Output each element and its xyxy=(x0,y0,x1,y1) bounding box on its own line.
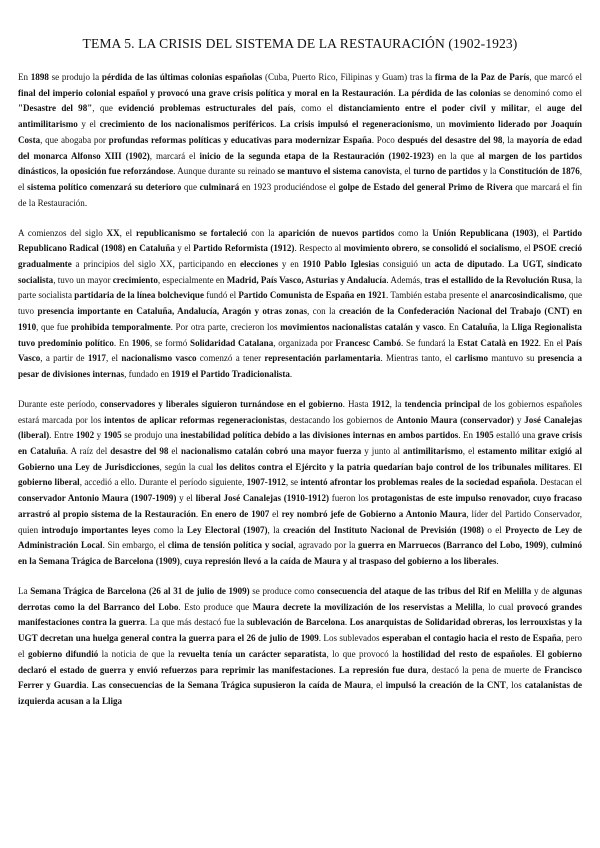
bold-text-run: crecimiento xyxy=(112,274,158,285)
text-run: , el xyxy=(399,166,414,177)
text-run: como la xyxy=(150,524,187,535)
bold-text-run: movimiento liderado por Joaquín Costa xyxy=(18,119,582,145)
text-run: y en xyxy=(278,259,303,270)
text-run: fundó el xyxy=(203,290,239,301)
bold-text-run: La crisis impulsó el regeneracionismo xyxy=(279,119,431,130)
bold-text-run: 1905 xyxy=(103,430,122,441)
text-run: . xyxy=(496,555,499,566)
bold-text-run: protagonistas de este impulso renovador, cuyo fracaso arrastró al propio sistema de la Restauración xyxy=(18,493,582,519)
bold-text-run: esperaban el contagio hacia el resto de España xyxy=(381,633,562,644)
bold-text-run: culminó en la Semana Trágica de Barcelona (1909) xyxy=(18,540,583,566)
text-run: , xyxy=(179,555,185,566)
bold-text-run: nacionalismo vasco xyxy=(121,353,197,364)
paragraph-3 xyxy=(18,397,582,570)
text-run: de los gobiernos españoles estará marcada por los xyxy=(18,398,582,425)
text-run: con la xyxy=(247,227,279,238)
bold-text-run: profundas reformas políticas y educativas para modernizar España xyxy=(108,134,372,145)
text-run: . Destacan el xyxy=(535,477,582,488)
text-run: fueron los xyxy=(329,493,372,504)
bold-text-run: sublevación de Barcelona xyxy=(246,617,345,628)
bold-text-run: revuelta tenía un carácter separatista xyxy=(177,648,327,659)
bold-text-run: la oposición fue reforzándose xyxy=(60,166,174,177)
text-run: (Cuba, Puerto Rico, Filipinas y Guam) tras la xyxy=(262,72,435,82)
text-run: . En el xyxy=(538,337,566,348)
bold-text-run: tendencia principal xyxy=(404,398,480,409)
text-run: , el xyxy=(18,166,582,192)
text-run: , la xyxy=(502,134,517,145)
bold-text-run: partidaria de la línea bolchevique xyxy=(74,290,204,301)
text-run: . Hasta xyxy=(342,398,372,409)
bold-text-run: elecciones xyxy=(239,259,279,270)
bold-text-run: prohibida temporalmente xyxy=(71,321,171,332)
bold-text-run: consecuencia del ataque de las tribus del Rif en Melilla xyxy=(317,585,532,596)
text-run: y el xyxy=(174,243,194,254)
text-run: En xyxy=(18,72,31,82)
bold-text-run: distanciamiento entre el poder civil y militar xyxy=(338,103,528,114)
text-run: , se xyxy=(285,477,301,488)
text-run: , que xyxy=(92,103,119,114)
bold-text-run: carlismo xyxy=(454,353,489,364)
text-run: , con la xyxy=(306,306,339,317)
bold-text-run: intentó afrontar los problemas reales de la sociedad española xyxy=(300,477,536,488)
text-run: , el xyxy=(527,103,548,114)
bold-text-run: Las consecuencias de la Semana Trágica supusieron la caída de Maura xyxy=(91,680,371,691)
bold-text-run: los delitos contra el Ejército y la patria quedarían bajo control de los tribunales militares xyxy=(216,461,569,472)
text-run: mantuvo su xyxy=(488,353,538,364)
bold-text-run: 1912 xyxy=(371,398,390,409)
text-run: consiguió un xyxy=(378,259,435,270)
text-run: . xyxy=(333,664,339,675)
text-run: el xyxy=(168,446,181,457)
text-run: y la xyxy=(480,166,499,177)
text-run: . xyxy=(530,648,536,659)
text-run: . Los sublevados xyxy=(318,633,382,644)
bold-text-run: Francesc Cambó xyxy=(335,337,401,348)
text-run: , que fue xyxy=(36,321,72,332)
bold-text-run: desastre del 98 xyxy=(110,446,169,457)
bold-text-run: inestabilidad política debido a las divisiones internas en ambos partidos xyxy=(180,430,459,441)
text-run: , según la cual xyxy=(159,461,217,472)
text-run: , el xyxy=(119,227,136,238)
bold-text-run: algunas derrotas como la del Barranco del Lobo xyxy=(18,585,582,612)
text-run: y xyxy=(513,414,525,425)
bold-text-run: sistema político comenzará su deterioro xyxy=(27,181,182,192)
bold-text-run: guerra en Marruecos (Barranco del Lobo, 1909) xyxy=(358,540,546,551)
bold-text-run: al margen de los partidos dinásticos xyxy=(18,150,582,177)
text-run: . Sin embargo, el xyxy=(102,540,168,551)
bold-text-run: antimilitarismo xyxy=(402,446,463,457)
text-run: , organizada por xyxy=(273,337,336,348)
text-run: , lo cual xyxy=(482,601,517,612)
text-run: . xyxy=(274,119,280,130)
text-run: que marcará el fin de la Restauración. xyxy=(18,181,582,208)
bold-text-run: rey nombró jefe de Gobierno a Antonio Maura xyxy=(281,508,467,519)
bold-text-run: La UGT, sindicato socialista xyxy=(18,259,582,285)
bold-text-run: El gobierno declaró el estado de guerra y envió refuerzos para reprimir las manifestaciones xyxy=(18,648,582,675)
bold-text-run: Madrid, País Vasco, Asturias y Andalucía xyxy=(226,274,387,285)
bold-text-run: Constitución de 1876 xyxy=(498,166,580,177)
bold-text-run: Solidaridad Catalana xyxy=(190,337,274,348)
bold-text-run: 1905 xyxy=(475,430,494,441)
bold-text-run: La pérdida de las colonias xyxy=(398,87,501,98)
text-run: , que marcó el xyxy=(529,72,582,82)
bold-text-run: impulsó la creación de la CNT xyxy=(385,680,506,691)
bold-text-run: clima de tensión política y social xyxy=(167,540,294,551)
bold-text-run: hostilidad del resto de españoles xyxy=(402,648,531,659)
text-run: . También estaba presente el xyxy=(385,290,491,301)
text-run: se produce como xyxy=(249,585,317,596)
text-run: y xyxy=(94,430,104,441)
bold-text-run: evidenció problemas estructurales del país xyxy=(118,103,294,114)
bold-text-run: crecimiento de los nacionalismos periféricos xyxy=(99,119,275,130)
text-run: . xyxy=(86,680,92,691)
bold-text-run: 1902 xyxy=(76,430,95,441)
bold-text-run: Proyecto de Ley de Administración Local xyxy=(18,524,582,551)
bold-text-run: Unión Republicana (1903) xyxy=(432,227,537,238)
text-run: y junto al xyxy=(361,446,403,457)
text-run: , la xyxy=(267,524,284,535)
bold-text-run: 1898 xyxy=(30,72,49,82)
text-run: . xyxy=(501,259,508,270)
bold-text-run: Partido Republicano Radical (1908) en Cataluña xyxy=(18,227,582,254)
bold-text-run: Lliga Regionalista tuvo predominio político xyxy=(18,321,582,348)
bold-text-run: movimientos nacionalistas catalán y vasco xyxy=(280,321,444,332)
bold-text-run: José Canalejas (liberal) xyxy=(18,414,582,441)
bold-text-run: firma de la Paz de París xyxy=(434,72,530,82)
bold-text-run: Los anarquistas de Solidaridad obreras, los lerrouxistas y la UGT decretan una huelga general contra la guerra para el 26 de julio de 1909 xyxy=(18,617,582,644)
text-run: , el xyxy=(536,227,553,238)
bold-text-run: creación del Instituto Nacional de Previsión (1908) xyxy=(283,524,484,535)
bold-text-run: después del desastre del 98 xyxy=(397,134,503,145)
text-run: . xyxy=(344,617,350,628)
bold-text-run: En enero de 1907 xyxy=(201,508,270,519)
bold-text-run: gobierno difundió xyxy=(27,648,99,659)
bold-text-run: "Desastre del 98" xyxy=(18,103,93,114)
text-run: comenzó a tener xyxy=(196,353,265,364)
bold-text-run: Partido Reformista (1912) xyxy=(193,243,295,254)
text-run: , fundado en xyxy=(124,368,172,379)
bold-text-run: conservadores y liberales siguieron turnándose en el gobierno xyxy=(100,398,343,409)
text-run: estalló una xyxy=(493,430,538,441)
text-run: , los xyxy=(505,680,525,691)
bold-text-run: anarcosindicalismo xyxy=(490,290,565,301)
bold-text-run: golpe de Estado del general Primo de Rivera xyxy=(338,181,513,192)
bold-text-run: XX xyxy=(106,227,120,238)
bold-text-run: presencia a pesar de divisiones internas xyxy=(18,353,582,379)
text-run: , la xyxy=(389,398,405,409)
text-run: . Esto produce que xyxy=(178,601,253,612)
text-run: , destacó la pena de muerte de xyxy=(426,664,545,675)
text-run: . Por otra parte, crecieron los xyxy=(170,321,281,332)
text-run: . xyxy=(195,508,202,519)
paragraph-2 xyxy=(18,226,582,383)
text-run: , agravado por la xyxy=(293,540,359,551)
text-run: , la xyxy=(497,321,512,332)
bold-text-run: aparición de nuevos partidos xyxy=(278,227,395,238)
bold-text-run: cuya represión llevó a la caída de Maura y al traspaso del gobierno a los liberales xyxy=(184,555,497,566)
text-run: o el xyxy=(483,524,506,535)
text-run: que xyxy=(181,181,200,192)
bold-text-run: Antonio Maura (conservador) xyxy=(396,414,514,425)
text-run: . Entre xyxy=(49,430,76,441)
bold-text-run: republicanismo se fortaleció xyxy=(135,227,248,238)
text-run: La xyxy=(18,585,31,596)
bold-text-run: estamento militar exigió al Gobierno una Ley de Jurisdicciones xyxy=(18,446,582,472)
bold-text-run: mayoría de edad del monarca Alfonso XIII (1902) xyxy=(18,134,582,161)
text-run: , un xyxy=(430,119,449,130)
text-run: . Mientras tanto, el xyxy=(380,353,455,364)
text-run: , marcará el xyxy=(149,150,200,161)
text-run: . Se fundará la xyxy=(401,337,458,348)
bold-text-run: Semana Trágica de Barcelona (26 al 31 de julio de 1909) xyxy=(30,585,250,596)
text-run: en la que xyxy=(433,150,478,161)
bold-text-run: se consolidó el socialismo xyxy=(422,243,520,254)
bold-text-run: final del imperio colonial español y provocó una grave crisis política y moral en la Restauración xyxy=(18,87,394,98)
bold-text-run: auge del antimilitarismo xyxy=(18,103,583,130)
text-run: . La que más destacó fue la xyxy=(144,617,247,628)
text-run: . Aunque durante su reinado xyxy=(173,166,278,177)
bold-text-run: 1906 xyxy=(131,337,150,348)
text-run: , el xyxy=(370,680,386,691)
text-run: se produjo una xyxy=(121,430,181,441)
document-title: TEMA 5. LA CRISIS DEL SISTEMA DE LA RESTAURACIÓN (1902-1923) xyxy=(82,36,518,51)
bold-text-run: pérdida de las últimas colonias españolas xyxy=(101,72,263,82)
text-run: y el xyxy=(176,493,196,504)
text-run: . En xyxy=(458,430,476,441)
bold-text-run: Ley Electoral (1907) xyxy=(186,524,268,535)
text-run: el xyxy=(269,508,282,519)
bold-text-run: acta de diputado xyxy=(434,259,502,270)
bold-text-run: PSOE creció gradualmente xyxy=(18,243,582,270)
text-run: , xyxy=(417,243,423,254)
bold-text-run: 1907-1912 xyxy=(246,477,286,488)
text-run: la noticia de que la xyxy=(98,648,178,659)
text-run: . xyxy=(568,461,574,472)
text-run: . A raíz del xyxy=(65,446,111,457)
text-run: , xyxy=(545,540,551,551)
paragraph-1 xyxy=(18,70,582,211)
text-run: , se formó xyxy=(149,337,191,348)
text-run: , a partir de xyxy=(40,353,88,364)
text-run: , xyxy=(56,166,61,177)
text-run: A comienzos del siglo xyxy=(18,227,107,238)
text-run: Durante este período, xyxy=(18,398,101,409)
bold-text-run: provocó grandes manifestaciones contra la guerra xyxy=(18,601,583,628)
bold-text-run: catalanistas de izquierda acusan a la Lliga xyxy=(18,680,582,706)
text-run: . En xyxy=(113,337,132,348)
text-run: a principios del siglo XX, participando en xyxy=(71,259,240,270)
bold-text-run: 1919 el Partido Tradicionalista xyxy=(171,368,290,379)
text-run: y de xyxy=(531,585,553,596)
bold-text-run: culminará xyxy=(199,181,240,192)
text-run: , que abogaba por xyxy=(40,134,109,145)
bold-text-run: turno de partidos xyxy=(413,166,481,177)
text-run: , pero el xyxy=(18,633,582,659)
text-run: . xyxy=(393,87,399,98)
text-run: , el xyxy=(519,243,534,254)
text-run: como la xyxy=(394,227,433,238)
text-run: , el xyxy=(462,446,478,457)
text-run: , especialmente en xyxy=(157,274,227,285)
text-run: . xyxy=(289,368,293,379)
bold-text-run: Partido Comunista de España en 1921 xyxy=(238,290,386,301)
bold-text-run: conservador Antonio Maura (1907-1909) xyxy=(18,493,177,504)
text-run: en 1923 produciéndose el xyxy=(239,181,339,192)
bold-text-run: 1910 Pablo Iglesias xyxy=(302,259,379,270)
text-run: , la parte socialista xyxy=(18,274,582,301)
text-run: , líder del Partido Conservador, quien xyxy=(18,508,583,535)
text-run: , destacando los gobiernos de xyxy=(284,414,397,425)
bold-text-run: inicio de la segunda etapa de la Restauración (1902-1923) xyxy=(199,150,434,161)
bold-text-run: representación parlamentaria xyxy=(264,353,381,364)
text-run: se produjo la xyxy=(48,72,102,82)
bold-text-run: se mantuvo el sistema canovista xyxy=(277,166,400,177)
text-run: . Respecto al xyxy=(294,243,344,254)
bold-text-run: 1917 xyxy=(87,353,106,364)
document-page xyxy=(18,36,582,724)
bold-text-run: Maura decrete la movilización de los reservistas a Melilla xyxy=(252,601,483,612)
text-run: . Además, xyxy=(386,274,425,285)
text-run: . En xyxy=(443,321,462,332)
bold-text-run: tras el estallido de la Revolución Rusa xyxy=(424,274,571,285)
text-run: . Poco xyxy=(371,134,398,145)
bold-text-run: liberal José Canalejas (1910-1912) xyxy=(195,493,330,504)
bold-text-run: Cataluña xyxy=(461,321,498,332)
bold-text-run: El gobierno liberal xyxy=(18,461,582,488)
bold-text-run: nacionalismo catalán cobró una mayor fuerza xyxy=(180,446,362,457)
text-run: , accedió a ello. Durante el período siguiente, xyxy=(79,477,247,488)
bold-text-run: intentos de aplicar reformas regeneracionistas xyxy=(104,414,285,425)
text-run: , el xyxy=(105,353,122,364)
bold-text-run: creación de la Confederación Nacional del Trabajo (CNT) en 1910 xyxy=(18,306,582,332)
bold-text-run: introdujo importantes leyes xyxy=(41,524,151,535)
bold-text-run: Estat Català en 1922 xyxy=(457,337,539,348)
text-run: y el xyxy=(77,119,100,130)
bold-text-run: presencia importante en Cataluña, Andalucía, Aragón y otras zonas xyxy=(37,306,307,317)
bold-text-run: movimiento obrero xyxy=(343,243,418,254)
bold-text-run: País Vasco xyxy=(18,337,582,364)
text-run: , que tuvo xyxy=(18,290,582,317)
text-run: se denominó como el xyxy=(500,87,582,98)
text-run: , tuvo un mayor xyxy=(53,274,113,285)
bold-text-run: grave crisis en Cataluña xyxy=(18,430,582,457)
bold-text-run: La represión fue dura xyxy=(338,664,427,675)
bold-text-run: Francisco Ferrer y Guardia xyxy=(18,664,582,691)
text-run: , como el xyxy=(293,103,339,114)
text-run: , lo que provocó la xyxy=(326,648,403,659)
paragraph-4 xyxy=(18,584,582,710)
